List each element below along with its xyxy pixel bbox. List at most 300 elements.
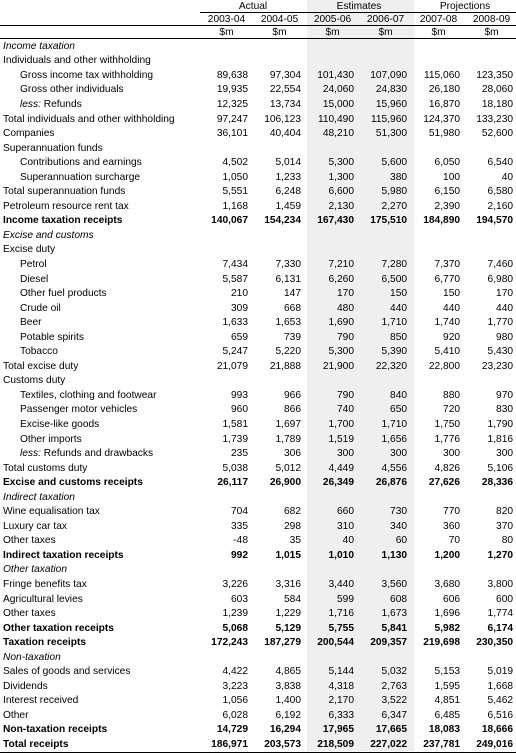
cell-value: 1,050 — [222, 171, 248, 183]
cell-value: 820 — [496, 506, 514, 518]
table-row — [0, 301, 516, 316]
table-row — [0, 635, 516, 650]
cell-value: 1,633 — [222, 317, 248, 329]
cell-value: 4,826 — [434, 462, 461, 474]
cell-value: 1,697 — [275, 418, 302, 430]
row-label: Tobacco — [20, 346, 58, 358]
cell-value: 3,800 — [487, 579, 514, 590]
table-row — [0, 475, 516, 490]
cell-value — [412, 141, 465, 156]
cell-value: 26,180 — [428, 84, 461, 96]
cell-value: 682 — [284, 506, 302, 518]
row-label: Income taxation receipts — [3, 215, 123, 227]
row-label: Sales of goods and services — [3, 666, 131, 678]
row-label: Excise and customs — [3, 229, 94, 241]
cell-value: 6,485 — [434, 709, 461, 721]
cell-value — [465, 39, 516, 54]
cell-value: 5,012 — [275, 462, 302, 474]
cell-value: 1,233 — [275, 171, 302, 183]
unit-header: $m — [412, 26, 465, 39]
row-label: Other taxation receipts — [3, 622, 114, 634]
cell-value — [359, 563, 412, 578]
row-label: Excise duty — [3, 244, 56, 256]
cell-value — [253, 650, 306, 665]
cell-value: 770 — [443, 506, 461, 518]
cell-value: 960 — [231, 404, 248, 416]
cell-value: 440 — [390, 302, 408, 314]
cell-value: 360 — [443, 520, 461, 532]
cell-value: 2,270 — [381, 200, 408, 212]
cell-value — [306, 54, 359, 69]
cell-value: 97,247 — [216, 113, 248, 125]
cell-value: 26,117 — [217, 477, 248, 489]
cell-value — [306, 490, 359, 505]
row-label: Superannuation funds — [3, 142, 103, 154]
table-row — [0, 606, 516, 621]
table-row — [0, 330, 516, 345]
cell-value: 24,060 — [322, 84, 355, 96]
cell-value — [359, 374, 412, 389]
table-row — [0, 534, 516, 549]
cell-value — [200, 39, 253, 54]
cell-value — [412, 563, 465, 578]
cell-value — [359, 228, 412, 243]
cell-value: 3,838 — [275, 680, 302, 692]
cell-value: 1,010 — [328, 549, 355, 561]
cell-value: 150 — [443, 288, 461, 300]
cell-value: 18,180 — [481, 98, 514, 110]
row-label: Income taxation — [3, 40, 75, 52]
cell-value: 184,890 — [423, 215, 461, 227]
cell-value — [465, 141, 516, 156]
row-label: Petroleum resource rent tax — [3, 200, 129, 212]
cell-value: 16,870 — [428, 98, 461, 110]
table-row — [0, 446, 516, 461]
cell-value: 1,716 — [328, 608, 355, 620]
table-row — [0, 315, 516, 330]
table-row — [0, 417, 516, 432]
row-label: Textiles, clothing and footwear — [20, 389, 157, 401]
cell-value: 1,229 — [275, 608, 302, 620]
cell-value: 300 — [390, 448, 408, 460]
cell-value: 740 — [337, 404, 355, 416]
cell-value: 6,333 — [328, 709, 355, 721]
table-row — [0, 577, 516, 592]
cell-value: 6,131 — [275, 273, 302, 285]
table-row — [0, 68, 516, 83]
cell-value: 140,067 — [211, 215, 248, 227]
cell-value — [465, 243, 516, 258]
group-header-actual: Actual — [200, 0, 306, 13]
cell-value: 52,600 — [481, 128, 514, 140]
cell-value — [306, 563, 359, 578]
cell-value: 4,502 — [222, 157, 248, 169]
cell-value: 249,016 — [465, 737, 516, 752]
cell-value: 2,763 — [381, 680, 408, 692]
cell-value: 3,560 — [381, 579, 408, 590]
cell-value: 300 — [496, 448, 514, 460]
year-header: 2003-04 — [200, 13, 253, 26]
row-label: Crude oil — [20, 302, 61, 314]
cell-value: 1,239 — [222, 608, 248, 620]
table-row — [0, 432, 516, 447]
cell-value — [253, 243, 306, 258]
row-label: Agricultural levies — [3, 593, 83, 605]
unit-header: $m — [359, 26, 412, 39]
cell-value: 1,653 — [275, 317, 302, 329]
table-row — [0, 490, 516, 505]
cell-value: 227,022 — [359, 737, 412, 752]
cell-value: 880 — [443, 389, 461, 401]
cell-value: 1,656 — [381, 433, 408, 445]
row-label: Contributions and earnings — [20, 157, 142, 169]
cell-value: 5,019 — [487, 666, 514, 678]
row-label: Other taxation — [3, 564, 67, 576]
cell-value: 300 — [337, 448, 355, 460]
cell-value: 21,888 — [269, 360, 302, 372]
row-label: Individuals and other withholding — [3, 55, 151, 67]
table-row — [0, 54, 516, 69]
table-row — [0, 592, 516, 607]
cell-value: 2,390 — [434, 200, 461, 212]
cell-value: 1,710 — [381, 317, 408, 329]
cell-value — [253, 141, 306, 156]
cell-value — [412, 54, 465, 69]
cell-value: 1,700 — [328, 418, 355, 430]
cell-value: 27,626 — [428, 477, 461, 489]
cell-value: 36,101 — [216, 128, 248, 140]
row-label: Petrol — [20, 258, 47, 270]
cell-value: 5,980 — [381, 186, 408, 198]
cell-value: 23,230 — [481, 360, 514, 372]
row-label: Wine equalisation tax — [3, 506, 100, 518]
cell-value: 1,710 — [381, 418, 408, 430]
cell-value: 980 — [496, 331, 514, 343]
row-label: Total excise duty — [3, 360, 79, 372]
cell-value: 1,673 — [381, 608, 408, 620]
table-row — [0, 723, 516, 738]
cell-value: 298 — [284, 520, 302, 532]
cell-value: 1,696 — [434, 608, 461, 620]
cell-value: 6,580 — [487, 186, 514, 198]
table-row — [0, 650, 516, 665]
cell-value: 3,522 — [381, 695, 408, 707]
table-row — [0, 621, 516, 636]
cell-value: 5,462 — [487, 695, 514, 707]
cell-value: 5,300 — [328, 157, 355, 169]
cell-value: 70 — [448, 535, 461, 547]
cell-value: 739 — [284, 331, 302, 343]
cell-value: 6,770 — [434, 273, 461, 285]
cell-value: 21,900 — [322, 360, 355, 372]
cell-value: 850 — [390, 331, 408, 343]
cell-value: 5,144 — [328, 666, 355, 678]
cell-value — [306, 374, 359, 389]
cell-value: 13,734 — [269, 98, 302, 110]
cell-value — [465, 54, 516, 69]
cell-value — [359, 243, 412, 258]
header-blank — [0, 26, 200, 39]
row-label: Dividends — [3, 680, 48, 692]
cell-value — [200, 228, 253, 243]
cell-value: 4,556 — [381, 462, 408, 474]
group-header-estimates: Estimates — [306, 0, 412, 13]
cell-value: 6,980 — [487, 273, 514, 285]
cell-value — [200, 374, 253, 389]
cell-value — [253, 54, 306, 69]
cell-value: 175,510 — [370, 215, 408, 227]
cell-value: 21,079 — [216, 360, 248, 372]
cell-value: 51,980 — [428, 128, 461, 140]
cell-value: 1,459 — [275, 200, 302, 212]
cell-value: 1,130 — [381, 549, 408, 561]
cell-value: 5,430 — [487, 346, 514, 358]
cell-value: 6,192 — [275, 709, 302, 721]
cell-value: 4,449 — [328, 462, 355, 474]
cell-value — [200, 141, 253, 156]
table-row — [0, 272, 516, 287]
cell-value: 2,170 — [328, 695, 355, 707]
cell-value: 840 — [390, 389, 408, 401]
row-label: Total individuals and other withholding — [3, 113, 175, 125]
cell-value: 28,336 — [481, 477, 514, 489]
cell-value: 6,050 — [434, 157, 461, 169]
table-row — [0, 141, 516, 156]
row-label: Indirect taxation — [3, 491, 75, 503]
row-label-prefix: less: — [20, 448, 41, 460]
table-row — [0, 112, 516, 127]
cell-value: 5,014 — [275, 157, 302, 169]
cell-value: 704 — [231, 506, 248, 518]
cell-value: 790 — [337, 331, 355, 343]
cell-value: 1,400 — [275, 695, 302, 707]
cell-value: 7,460 — [487, 258, 514, 270]
cell-value: 970 — [496, 389, 514, 401]
cell-value: 17,965 — [322, 724, 355, 736]
table-row — [0, 97, 516, 112]
table-row — [0, 374, 516, 389]
cell-value: 1,740 — [434, 317, 461, 329]
table-row — [0, 214, 516, 229]
cell-value — [253, 39, 306, 54]
year-header: 2006-07 — [359, 13, 412, 26]
cell-value: 4,865 — [275, 666, 302, 678]
cell-value — [253, 490, 306, 505]
cell-value: 123,350 — [476, 69, 514, 81]
cell-value: 18,666 — [481, 724, 514, 736]
table-row — [0, 679, 516, 694]
cell-value — [306, 141, 359, 156]
cell-value: 110,490 — [317, 113, 355, 125]
cell-value: 235 — [231, 448, 248, 460]
row-label: Excise and customs receipts — [3, 477, 143, 489]
cell-value: 15,960 — [375, 98, 408, 110]
cell-value: 7,330 — [275, 258, 302, 270]
row-label: Gross income tax withholding — [20, 69, 154, 81]
cell-value: 3,226 — [222, 579, 248, 590]
cell-value: 5,038 — [222, 462, 248, 474]
cell-value: 1,270 — [487, 549, 514, 561]
cell-value: 170 — [496, 288, 514, 300]
row-label: Customs duty — [3, 375, 66, 387]
table-row — [0, 388, 516, 403]
cell-value — [465, 374, 516, 389]
cell-value: 219,698 — [423, 637, 461, 649]
cell-value: 124,370 — [423, 113, 461, 125]
table-row — [0, 126, 516, 141]
row-label: Passenger motor vehicles — [20, 404, 138, 416]
cell-value: 1,776 — [434, 433, 461, 445]
cell-value: 40 — [501, 171, 514, 183]
table-row — [0, 344, 516, 359]
cell-value: 335 — [231, 520, 248, 532]
cell-value: 35 — [289, 535, 302, 547]
cell-value: 2,160 — [487, 200, 514, 212]
cell-value: 17,665 — [375, 724, 408, 736]
cell-value: 600 — [496, 593, 514, 605]
cell-value: 1,690 — [328, 317, 355, 329]
cell-value: 5,068 — [222, 622, 248, 634]
cell-value: 370 — [496, 520, 514, 532]
table-row — [0, 563, 516, 578]
cell-value: 167,430 — [317, 215, 355, 227]
cell-value: 480 — [337, 302, 355, 314]
cell-value — [200, 650, 253, 665]
cell-value: 992 — [231, 549, 248, 561]
cell-value — [412, 39, 465, 54]
cell-value: 115,060 — [423, 69, 461, 81]
cell-value: 1,519 — [328, 433, 355, 445]
table-row — [0, 403, 516, 418]
cell-value: 5,841 — [381, 622, 408, 634]
cell-value: 4,851 — [434, 695, 461, 707]
row-label: Interest received — [3, 695, 79, 707]
row-label: Other fuel products — [20, 288, 107, 300]
cell-value: 1,168 — [222, 200, 248, 212]
cell-value: 993 — [231, 389, 248, 401]
cell-value: 5,755 — [328, 622, 355, 634]
cell-value: 237,781 — [412, 737, 465, 752]
cell-value: 310 — [337, 520, 355, 532]
cell-value: 14,729 — [216, 724, 248, 736]
cell-value: 48,210 — [322, 128, 355, 140]
cell-value: 7,434 — [222, 258, 248, 270]
cell-value: 650 — [390, 404, 408, 416]
row-label-text: Refunds — [40, 98, 82, 110]
cell-value: 309 — [231, 302, 248, 314]
row-label: Luxury car tax — [3, 520, 67, 532]
cell-value: 6,248 — [275, 186, 302, 198]
cell-value — [359, 39, 412, 54]
cell-value: 133,230 — [476, 113, 514, 125]
unit-header: $m — [200, 26, 253, 39]
table-row — [0, 694, 516, 709]
cell-value: 203,573 — [253, 737, 306, 752]
cell-value — [465, 650, 516, 665]
row-label: Superannuation surcharge — [20, 171, 141, 183]
cell-value — [465, 563, 516, 578]
cell-value: 230,350 — [476, 637, 514, 649]
cell-value: 40,404 — [269, 128, 302, 140]
table-row — [0, 170, 516, 185]
table-row — [0, 155, 516, 170]
cell-value — [306, 243, 359, 258]
cell-value: 51,300 — [375, 128, 408, 140]
cell-value — [200, 54, 253, 69]
cell-value — [200, 243, 253, 258]
year-header: 2004-05 — [253, 13, 306, 26]
cell-value: 89,638 — [216, 69, 248, 81]
cell-value: 5,247 — [222, 346, 248, 358]
cell-value: -48 — [233, 535, 248, 547]
cell-value: 7,280 — [381, 258, 408, 270]
cell-value: 660 — [337, 506, 355, 518]
cell-value: 5,390 — [381, 346, 408, 358]
cell-value: 6,347 — [381, 709, 408, 721]
cell-value: 150 — [390, 288, 408, 300]
row-label: Other taxes — [3, 608, 56, 620]
cell-value: 24,830 — [375, 84, 408, 96]
cell-value: 186,971 — [200, 737, 253, 752]
cell-value: 210 — [231, 288, 248, 300]
cell-value: 5,551 — [222, 186, 248, 198]
cell-value — [465, 228, 516, 243]
cell-value: 730 — [390, 506, 408, 518]
cell-value: 584 — [284, 593, 302, 605]
cell-value: 16,294 — [269, 724, 302, 736]
cell-value — [200, 490, 253, 505]
group-header-projections: Projections — [412, 0, 516, 13]
cell-value: 6,500 — [381, 273, 408, 285]
cell-value: 6,260 — [328, 273, 355, 285]
cell-value: 26,900 — [269, 477, 302, 489]
unit-header: $m — [306, 26, 359, 39]
cell-value: 5,106 — [487, 462, 514, 474]
cell-value: 830 — [496, 404, 514, 416]
cell-value: 1,056 — [222, 695, 248, 707]
cell-value: 200,544 — [317, 637, 355, 649]
cell-value: 1,200 — [434, 549, 461, 561]
row-label: Indirect taxation receipts — [3, 549, 124, 561]
cell-value — [359, 490, 412, 505]
table-row — [0, 461, 516, 476]
cell-value: 106,123 — [264, 113, 302, 125]
cell-value: 5,220 — [275, 346, 302, 358]
table-row — [0, 39, 516, 54]
cell-value: 170 — [337, 288, 355, 300]
cell-value: 966 — [284, 389, 302, 401]
cell-value: 668 — [284, 302, 302, 314]
cell-value: 440 — [496, 302, 514, 314]
cell-value: 340 — [390, 520, 408, 532]
cell-value: 7,370 — [434, 258, 461, 270]
row-label: Excise-like goods — [20, 418, 100, 430]
row-label: Non-taxation — [3, 651, 61, 663]
cell-value: 3,680 — [434, 579, 461, 590]
cell-value: 6,150 — [434, 186, 461, 198]
table-row — [0, 257, 516, 272]
cell-value: 306 — [284, 448, 302, 460]
table-row — [0, 83, 516, 98]
year-header: 2007-08 — [412, 13, 465, 26]
table-row — [0, 243, 516, 258]
row-label: Total receipts — [0, 737, 200, 752]
cell-value: 5,032 — [381, 666, 408, 678]
cell-value: 147 — [284, 288, 302, 300]
header-units-row — [0, 26, 516, 39]
cell-value: 5,129 — [275, 622, 302, 634]
row-label: Potable spirits — [20, 331, 84, 343]
